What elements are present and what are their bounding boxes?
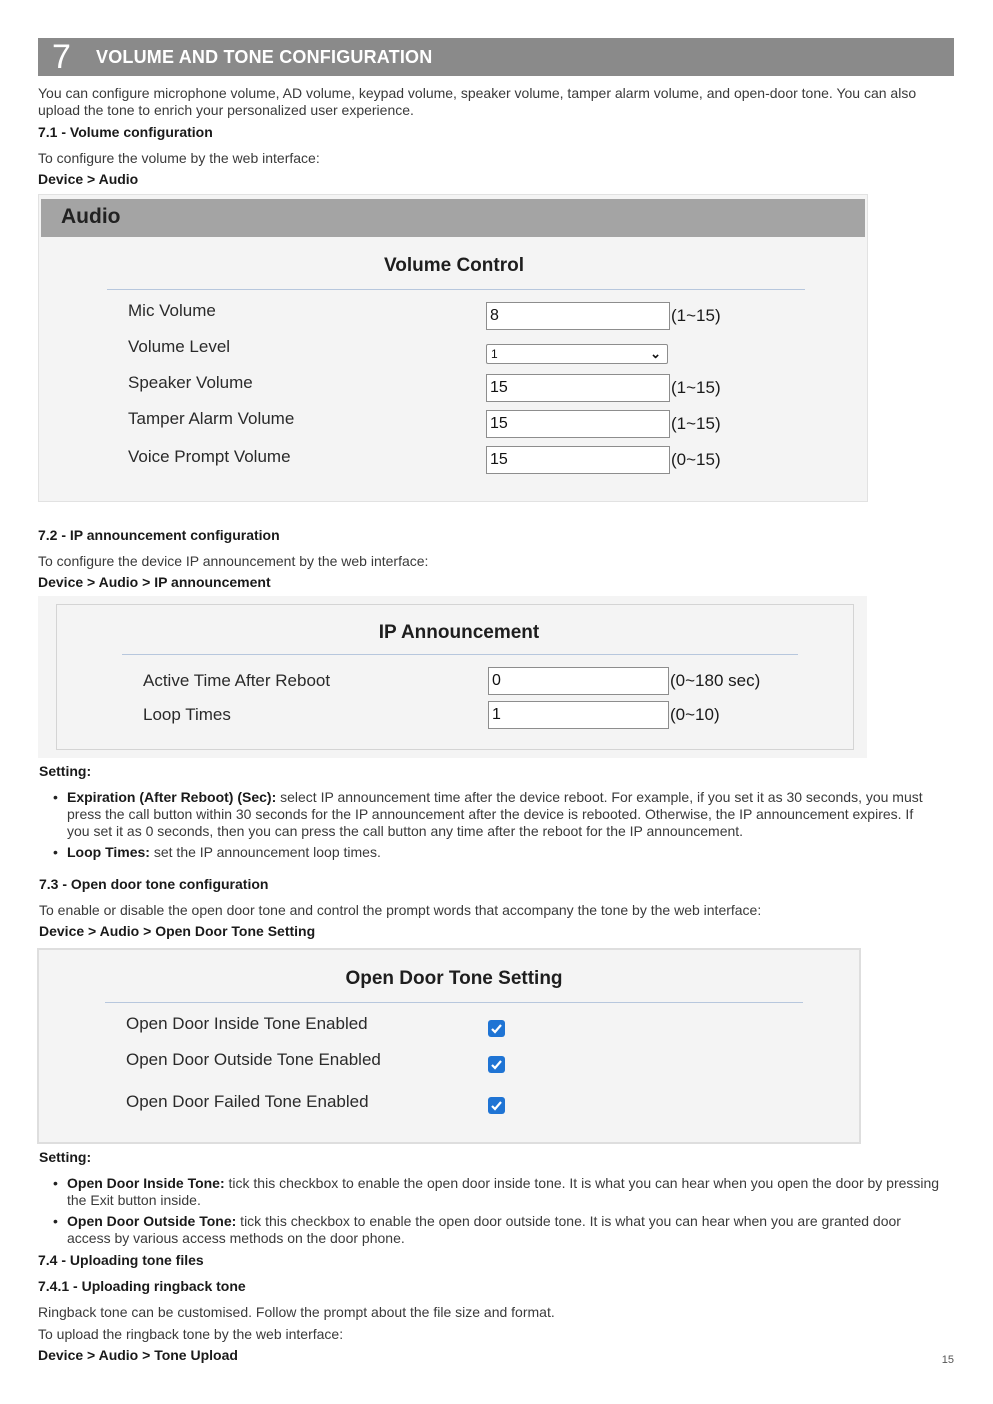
s73-text: To enable or disable the open door tone and control the prompt words that accompany the tone by the web interface: (39, 902, 762, 918)
volume-level-select[interactable] (486, 344, 668, 364)
volume-level-label: Volume Level (128, 337, 231, 356)
tamper-alarm-volume-input[interactable]: 15 (486, 410, 670, 438)
active-time-input[interactable]: 0 (488, 667, 669, 695)
active-time-label: Active Time After Reboot (143, 671, 331, 690)
loop-times-input[interactable]: 1 (488, 701, 669, 729)
heading-7-4: 7.4 - Uploading tone files (38, 1252, 204, 1268)
bullet-icon: • (53, 1175, 58, 1191)
s71-text: To configure the volume by the web interface: (38, 150, 320, 166)
checkmark-icon (490, 1022, 503, 1035)
s74-path: Device > Audio > Tone Upload (38, 1347, 238, 1363)
bullet-term: Open Door Outside Tone: (67, 1213, 237, 1229)
checkmark-icon (490, 1099, 503, 1112)
bullet-text: select IP announcement time after the device reboot. For example, if you set it as 30 seconds, you must press the call button within 30 seconds for the IP announcement after the device is rebooted. Otherwise, the IP announcement expires. If you set it as 0 seconds, then you can press the call button any time after the reboot for the IP announcement. (67, 789, 923, 839)
chapter-number: 7 (52, 38, 71, 76)
audio-header-bar (41, 199, 865, 237)
s71-path: Device > Audio (38, 171, 139, 187)
inside-tone-checkbox[interactable] (488, 1020, 505, 1037)
bullet-text: tick this checkbox to enable the open door inside tone. It is what you can hear when you open the door by pressing the Exit button inside. (67, 1175, 940, 1208)
open-door-tone-title: Open Door Tone Setting (345, 968, 563, 989)
bullet-term: Expiration (After Reboot) (Sec): (67, 789, 277, 805)
loop-times-range: (0~10) (670, 705, 720, 724)
heading-7-1: 7.1 - Volume configuration (38, 124, 213, 140)
failed-tone-checkbox[interactable] (488, 1097, 505, 1114)
intro-text: You can configure microphone volume, AD volume, keypad volume, speaker volume, tamper alarm volume, and open-door tone. You can also upload the tone to enrich your personalized user experience. (38, 85, 917, 118)
mic-volume-label: Mic Volume (128, 301, 216, 320)
inside-tone-label: Open Door Inside Tone Enabled (126, 1014, 368, 1033)
bullet-text: set the IP announcement loop times. (149, 844, 381, 860)
s72-text: To configure the device IP announcement by the web interface: (38, 553, 429, 569)
volume-level-value: 1 (491, 347, 498, 361)
speaker-volume-range: (1~15) (671, 378, 721, 397)
speaker-volume-input[interactable]: 15 (486, 374, 670, 402)
s72-setting-label: Setting: (39, 763, 92, 779)
list-item (38, 1213, 948, 1247)
open-door-tone-screenshot (37, 948, 861, 1144)
section-divider (122, 654, 798, 655)
mic-volume-range: (1~15) (671, 306, 721, 325)
bullet-term: Loop Times: (67, 844, 150, 860)
s74-text-2: To upload the ringback tone by the web interface: (38, 1326, 344, 1342)
chapter-title: VOLUME AND TONE CONFIGURATION (96, 47, 433, 67)
loop-times-label: Loop Times (143, 705, 231, 724)
voice-prompt-volume-label: Voice Prompt Volume (128, 447, 291, 466)
s73-bullet-list (38, 1175, 948, 1247)
s73-setting-label: Setting: (39, 1149, 92, 1165)
voice-prompt-volume-input[interactable]: 15 (486, 446, 670, 474)
section-divider (105, 1002, 803, 1003)
heading-7-2: 7.2 - IP announcement configuration (38, 527, 280, 543)
tamper-alarm-volume-label: Tamper Alarm Volume (128, 409, 295, 428)
checkmark-icon (490, 1058, 503, 1071)
s74-text-1: Ringback tone can be customised. Follow the prompt about the file size and format. (38, 1304, 555, 1320)
bullet-text: tick this checkbox to enable the open door outside tone. It is what you can hear when you are granted door access by various access methods on the door phone. (67, 1213, 901, 1246)
audio-header-title: Audio (61, 205, 121, 228)
bullet-icon: • (53, 789, 58, 805)
bullet-icon: • (53, 1213, 58, 1229)
list-item (38, 1175, 948, 1209)
chevron-down-icon: ⌄ (650, 346, 661, 361)
audio-screenshot (38, 194, 868, 502)
s72-path: Device > Audio > IP announcement (38, 574, 271, 590)
outside-tone-checkbox[interactable] (488, 1056, 505, 1073)
chapter-banner (38, 38, 954, 76)
s72-bullet-list (38, 789, 938, 861)
speaker-volume-label: Speaker Volume (128, 373, 253, 392)
heading-7-4-1: 7.4.1 - Uploading ringback tone (38, 1278, 246, 1294)
outside-tone-label: Open Door Outside Tone Enabled (126, 1050, 381, 1069)
bullet-term: Open Door Inside Tone: (67, 1175, 225, 1191)
tamper-alarm-volume-range: (1~15) (671, 414, 721, 433)
list-item (38, 789, 938, 840)
voice-prompt-volume-range: (0~15) (671, 450, 721, 469)
ip-announcement-title: IP Announcement (378, 622, 540, 643)
volume-control-title: Volume Control (383, 255, 525, 276)
failed-tone-label: Open Door Failed Tone Enabled (126, 1092, 369, 1111)
page-number: 15 (941, 1354, 954, 1366)
mic-volume-input[interactable]: 8 (486, 302, 670, 330)
section-divider (107, 289, 805, 290)
active-time-range: (0~180 sec) (670, 671, 761, 690)
heading-7-3: 7.3 - Open door tone configuration (39, 876, 269, 892)
bullet-icon: • (53, 844, 58, 860)
ip-announcement-screenshot (38, 596, 867, 758)
s73-path: Device > Audio > Open Door Tone Setting (39, 923, 316, 939)
list-item (38, 844, 938, 861)
